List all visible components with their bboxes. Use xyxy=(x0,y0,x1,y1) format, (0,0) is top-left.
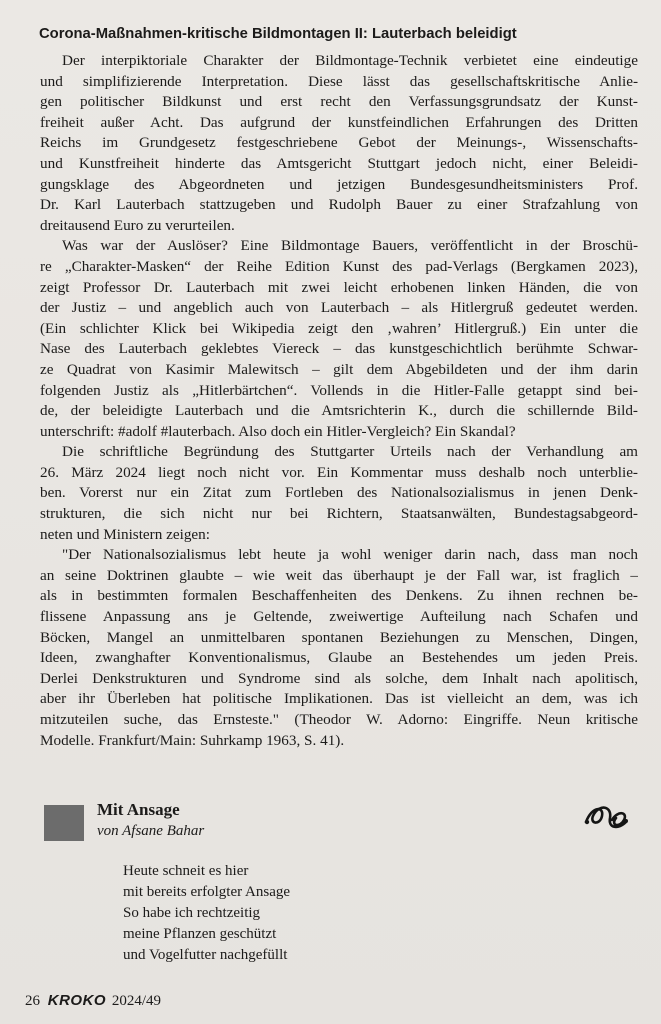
article-line: aber ihr Überleben hat politische Implikationen. Das ist vielleicht an dem, was ich xyxy=(40,690,638,708)
magazine-logo: KROKO xyxy=(47,992,107,1009)
article-line: Ideen, zwanghafter Konventionalismus, Glaube an Bestehendes um jeden Preis. xyxy=(40,649,638,667)
article-line: gungsklage des Abgeordneten und jetzigen Bundesgesundheitsministers Prof. xyxy=(40,175,638,193)
article-line: freiheit außer Acht. Das aufgrund der kunstfeindlichen Erfahrungen des Dritten xyxy=(40,113,638,131)
article-line: neten und Ministern zeigen: xyxy=(40,525,210,543)
article-line: Böcken, Mangel an unmittelbaren spontanen Beziehungen zu Menschen, Dingen, xyxy=(40,628,638,646)
article-line: Reichs im Grundgesetz festgeschriebene Gebot der Meinungs-, Wissenschafts- xyxy=(40,134,638,152)
poem-line: So habe ich rechtzeitig xyxy=(123,905,261,921)
poem-line: und Vogelfutter nachgefüllt xyxy=(123,947,288,963)
article-line: 26. März 2024 liegt noch nicht vor. Ein Kommentar muss deshalb noch unterblie- xyxy=(40,463,638,481)
ornament-swirl-icon xyxy=(582,800,632,834)
article-line: dreitausend Euro zu verurteilen. xyxy=(40,216,235,234)
article-line: strukturen, die sich nicht nur bei Richtern, Staatsanwälten, Bundestagsabgeord- xyxy=(40,505,638,523)
poem-body xyxy=(123,861,423,966)
article-line: de, der beleidigte Lauterbach und die Amtsrichterin K., durch die schillernde Bild- xyxy=(40,402,638,420)
article-line: (Ein schlichter Klick bei Wikipedia zeigt den ‚wahren’ Hitlergruß.) Ein unter die xyxy=(40,319,638,337)
article-line: ben. Vorerst nur ein Zitat zum Fortleben des Nationalsozialismus in jenen Denk- xyxy=(40,484,638,502)
article-line: Die schriftliche Begründung des Stuttgarter Urteils nach der Verhandlung am xyxy=(62,443,638,461)
poem-line: Heute schneit es hier xyxy=(123,863,249,879)
article-line: Nase des Lauterbach geklebtes Viereck – das kunstgeschichtlich berühmte Schwar- xyxy=(40,340,638,358)
article-line: Modelle. Frankfurt/Main: Suhrkamp 1963, S. 41). xyxy=(40,731,345,749)
article-line: re „Charakter-Masken“ der Reihe Edition Kunst des pad-Verlags (Bergkamen 2023), xyxy=(40,257,638,275)
article-heading: Corona-Maßnahmen-kritische Bildmontagen II: Lauterbach beleidigt xyxy=(39,26,517,42)
article-line: und Kunstfreiheit hinderte das Amtsgericht Stuttgart jedoch nicht, einer Beleidi- xyxy=(40,154,638,172)
article-line: als in bestimmten formalen Beschaffenheiten des Denkens. Zu ihnen rechnen be- xyxy=(40,587,638,605)
article-line: zeigt Professor Dr. Lauterbach mit zwei leicht erhobenen linken Händen, die von xyxy=(40,278,638,296)
article-line: ze Quadrat von Kasimir Malewitsch – gilt dem Abgebildeten und der ihm darin xyxy=(40,360,638,378)
article-line: Was war der Auslöser? Eine Bildmontage Bauers, veröffentlicht in der Broschü- xyxy=(62,237,638,255)
page-footer xyxy=(25,992,161,1010)
article-line: an seine Doktrinen glaubte – wie weit das überhaupt je der Fall war, ist fraglich – xyxy=(40,566,638,584)
article-line: mitzuteilen suche, das Ernsteste." (Theodor W. Adorno: Eingriffe. Neun kritische xyxy=(40,711,638,728)
section-marker-square xyxy=(44,805,84,841)
poem-title: Mit Ansage xyxy=(97,800,180,819)
page-number: 26 xyxy=(25,993,40,1009)
issue-number: 2024/49 xyxy=(111,993,162,1009)
article-line: folgenden Justiz als „Hitlerbärtchen“. Vollends in die Hitler-Falle getappt sind bei- xyxy=(40,381,638,399)
poem-line: meine Pflanzen geschützt xyxy=(123,926,277,942)
article-line: gen politischer Bildkunst und erst recht den Verfassungsgrundsatz der Kunst- xyxy=(40,93,638,111)
article-line: "Der Nationalsozialismus lebt heute ja wohl weniger darin nach, dass man noch xyxy=(62,546,638,564)
article-line: Der interpiktoriale Charakter der Bildmontage-Technik verbietet eine eindeutige xyxy=(62,52,638,69)
article-line: Dr. Karl Lauterbach stattzugeben und Rudolph Bauer zu einer Strafzahlung von xyxy=(40,196,638,214)
article-line: der Justiz – und angeblich auch von Lauterbach – als Hitlergruß gedeutet werden. xyxy=(40,299,638,317)
article-line: Derlei Denkstrukturen und Syndrome sind als solche, dem Inhalt nach apolitisch, xyxy=(40,669,638,687)
poem-line: mit bereits erfolgter Ansage xyxy=(123,884,291,900)
article-line: unterschrift: #adolf #lauterbach. Also doch ein Hitler-Vergleich? Ein Skandal? xyxy=(40,422,516,440)
article-body xyxy=(40,51,638,751)
poem-author: von Afsane Bahar xyxy=(97,823,205,839)
article-line: flissene Anpassung ans je Geltende, zweiwertige Aufteilung nach Schafen und xyxy=(40,608,638,626)
article-line: und simplifizierende Interpretation. Diese lässt das gesellschaftskritische Anlie- xyxy=(40,72,638,90)
